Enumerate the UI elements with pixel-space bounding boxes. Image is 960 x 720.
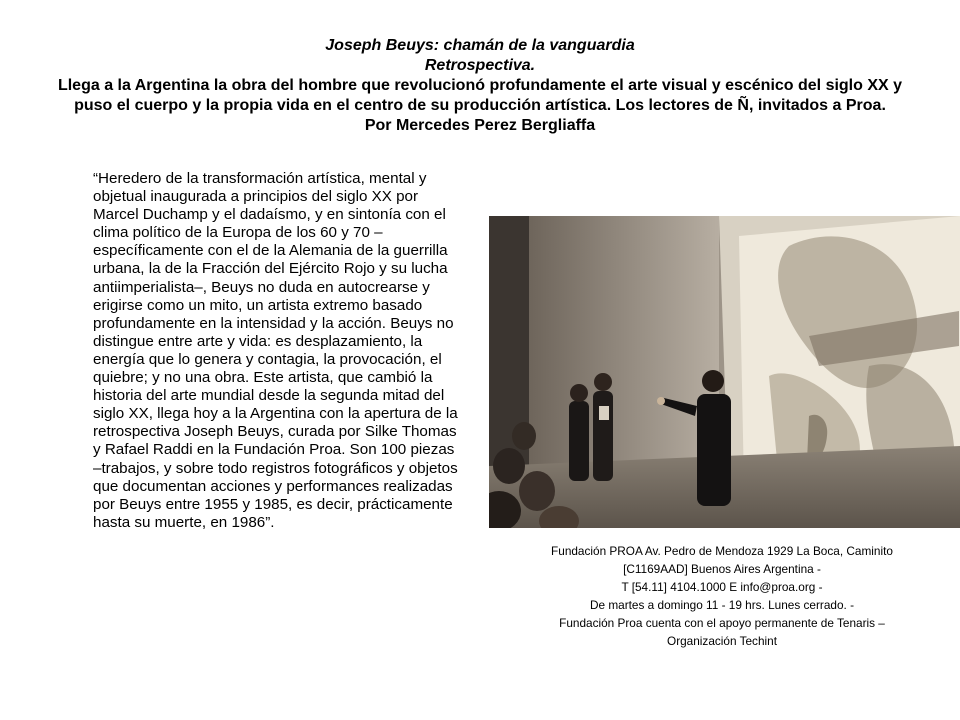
article-header [40,36,920,136]
caption-city: [C1169AAD] Buenos Aires Argentina - [623,562,821,576]
caption-sponsor: Fundación Proa cuenta con el apoyo permanente de Tenaris – [559,616,885,630]
exhibition-photo [489,216,960,528]
caption-contact: T [54.11] 4104.1000 E info@proa.org - [621,580,823,594]
exhibition-photo-drawing [489,216,960,528]
caption-hours: De martes a domingo 11 - 19 hrs. Lunes cerrado. - [589,598,855,612]
venue-caption [512,542,932,650]
quote-paragraph: “Heredero de la transformación artística, mental y objetual inaugurada a principios del siglo XX por Marcel Duchamp y el dadaísmo, y en sintonía con el clima político de la Europa de los 60 y 70 –específicamente con el de la Alemania de la guerrilla urbana, la de la Fracción del Ejército Rojo y su lucha antiimperialista–, Beuys no duda en autocrearse y erigirse como un mito, un artista extremo basado profundamente en la intensidad y la acción. Beuys no distingue entre arte y vida: es desplazamiento, la energía que lo genera y contagia, la provocación, el quiebre; y no una obra. Este artista, que cambió la historia del arte mundial desde la segunda mitad del siglo XX, llega hoy a la Argentina con la apertura de la retrospectiva Joseph Beuys, curada por Silke Thomas y Rafael Raddi en la Fundación Proa. Son 100 piezas –trabajos, y sobre todo registros fotográficos y objetos que documentan acciones y performances realizadas por Beuys entre 1955 y 1985, es decir, prácticamente hasta su muerte, en 1986”. [93,170,458,531]
article-subtitle: Retrospectiva. [424,57,536,74]
article-byline: Por Mercedes Perez Bergliaffa [364,117,596,134]
article-title: Joseph Beuys: chamán de la vanguardia [325,37,635,54]
caption-address: Fundación PROA Av. Pedro de Mendoza 1929 La Boca, Caminito [551,544,893,558]
article-lead: Llega a la Argentina la obra del hombre que revolucionó profundamente el arte visual y escénico del siglo XX y puso el cuerpo y la propia vida en el centro de su producción artística. Los lectores de Ñ, invitados a Proa. [57,77,903,114]
caption-sponsor-org: Organización Techint [667,634,777,648]
